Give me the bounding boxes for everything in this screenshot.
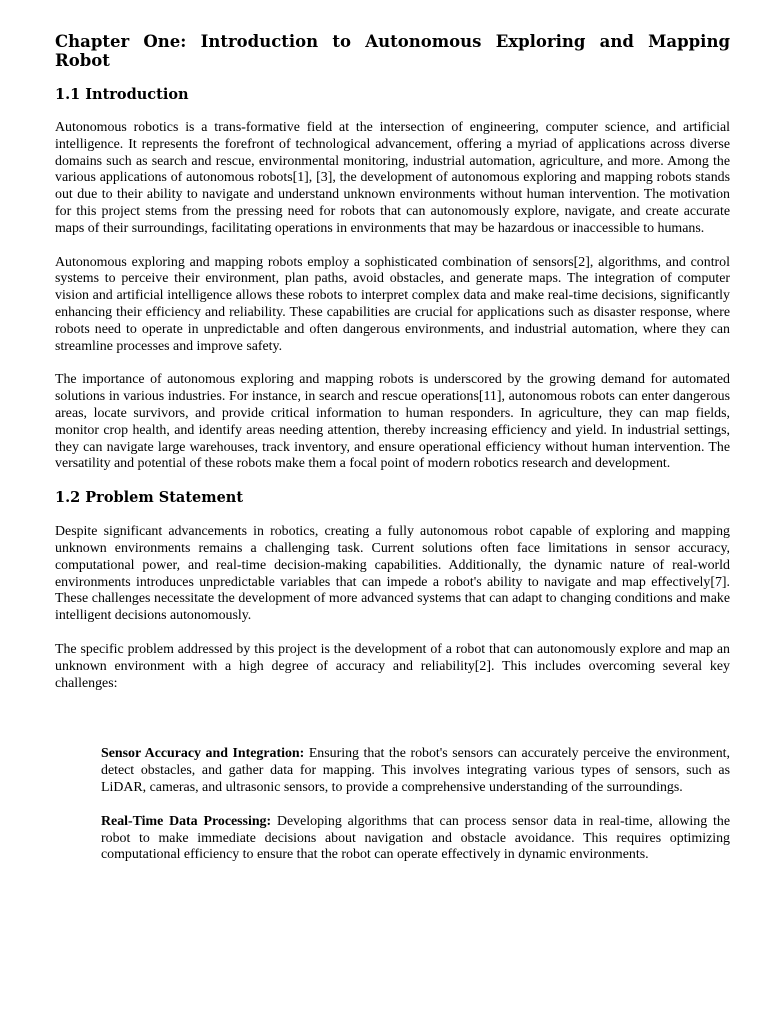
paragraph: The importance of autonomous exploring and mapping robots is underscored by the growing demand for automated solutions in various industries. For instance, in search and rescue operations[11], autonomous robots can enter dangerous areas, locate survivors, and provide critical information to human responders. In agriculture, they can map fields, monitor crop health, and identify areas needing attention, thereby increasing efficiency and yield. In industrial settings, they can navigate large warehouses, track inventory, and ensure operational efficiency without human intervention. The versatility and potential of these robots make them a focal point of modern robotics research and development. [55, 372, 730, 472]
section-heading-introduction: 1.1 Introduction [55, 86, 189, 103]
paragraph: Autonomous exploring and mapping robots employ a sophisticated combination of sensors[2], algorithms, and control systems to perceive their environment, plan paths, avoid obstacles, and generate maps. The integration of computer vision and artificial intelligence allows these robots to interpret complex data and make real-time decisions, significantly enhancing their efficiency and reliability. These capabilities are crucial for applications such as disaster response, where robots need to operate in unpredictable and often dangerous environments, and industrial automation, where they can streamline processes and improve safety. [55, 254, 730, 354]
paragraph: Autonomous robotics is a trans-formative field at the intersection of engineering, computer science, and artificial intelligence. It represents the forefront of technological advancement, offering a myriad of applications across diverse domains such as search and rescue, environmental monitoring, industrial automation, agriculture, and more. Among the various applications of autonomous robots[1], [3], the development of autonomous exploring and mapping robots stands out due to their ability to navigate and understand unknown environments without human intervention. The motivation for this project stems from the pressing need for robots that can autonomously explore, navigate, and create accurate maps of their surroundings, facilitating operations in environments that may be hazardous or inaccessible to humans. [55, 120, 730, 236]
challenges-list [55, 746, 730, 864]
list-item [101, 814, 730, 864]
list-item-term: Real-Time Data Processing: [101, 813, 272, 829]
list-item-text: Ensuring that the robot's sensors can accurately perceive the environment, detect obstacles, and gather data for mapping. This involves integrating various types of sensors, such as LiDAR, cameras, and ultrasonic sensors, to provide a comprehensive understanding of the surroundings. [101, 746, 730, 795]
section-heading-problem-statement: 1.2 Problem Statement [55, 489, 244, 507]
paragraph: Despite significant advancements in robotics, creating a fully autonomous robot capable of exploring and mapping unknown environments remains a challenging task. Current solutions often face limitations in sensor accuracy, computational power, and real-time decision-making capabilities. Additionally, the dynamic nature of real-world environments introduces unpredictable variables that can impede a robot's ability to navigate and map effectively[7]. These challenges necessitate the development of more advanced systems that can adapt to changing conditions and make intelligent decisions autonomously. [55, 524, 730, 624]
paragraph: The specific problem addressed by this project is the development of a robot that can autonomously explore and map an unknown environment with a high degree of accuracy and reliability[2]. This includes overcoming several key challenges: [55, 641, 730, 691]
list-item [101, 746, 730, 796]
list-item-text: Developing algorithms that can process sensor data in real-time, allowing the robot to make immediate decisions about navigation and obstacle avoidance. This requires optimizing computational efficiency to ensure that the robot can operate effectively in dynamic environments. [101, 813, 730, 863]
chapter-title: Chapter One: Introduction to Autonomous Exploring and Mapping Robot [55, 32, 730, 70]
list-item-term: Sensor Accuracy and Integration: [101, 746, 305, 762]
